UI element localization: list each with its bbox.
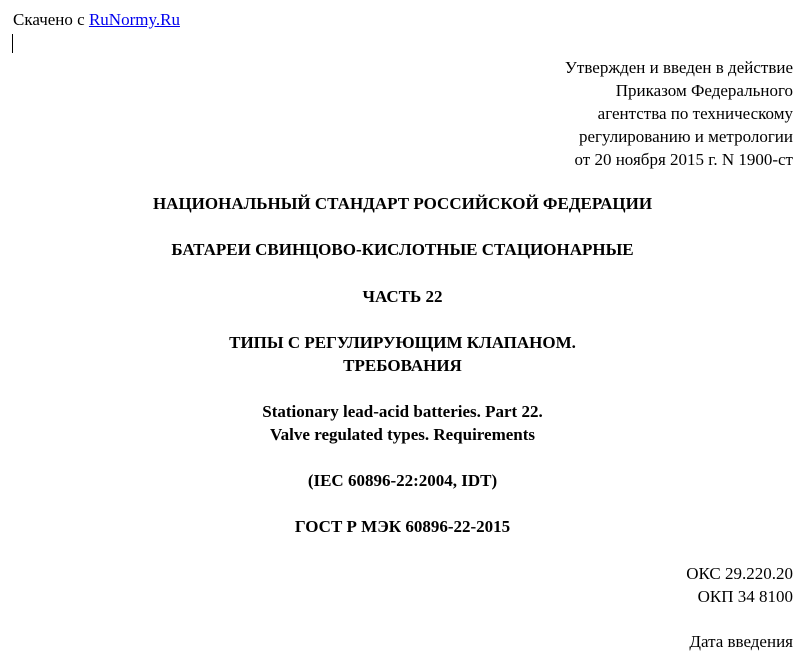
okp-code: ОКП 34 8100 [697, 587, 793, 606]
source-line [13, 9, 180, 31]
approval-line: Утвержден и введен в действие [564, 58, 793, 77]
iec-reference: (IEC 60896-22:2004, IDT) [307, 471, 498, 490]
approval-line: от 20 ноября 2015 г. N 1900-ст [574, 150, 793, 169]
approval-line: агентства по техническому [597, 104, 793, 123]
document-title: БАТАРЕИ СВИНЦОВО-КИСЛОТНЫЕ СТАЦИОНАРНЫЕ [171, 240, 634, 259]
classification-codes [686, 562, 793, 608]
text-cursor [12, 34, 13, 53]
runormy-link[interactable]: RuNormy.Ru [88, 10, 180, 29]
subtitle-line-2: ТРЕБОВАНИЯ [343, 356, 462, 375]
subtitle-line-1: ТИПЫ С РЕГУЛИРУЮЩИМ КЛАПАНОМ. [229, 333, 576, 352]
standard-type-heading: НАЦИОНАЛЬНЫЙ СТАНДАРТ РОССИЙСКОЙ ФЕДЕРАЦИИ [152, 194, 653, 213]
english-title-line-2: Valve regulated types. Requirements [269, 425, 536, 444]
oks-code: ОКС 29.220.20 [686, 564, 793, 583]
part-number: ЧАСТЬ 22 [362, 287, 443, 306]
intro-date-label: Дата введения [689, 632, 793, 651]
approval-line: регулированию и метрологии [578, 127, 793, 146]
approval-line: Приказом Федерального [615, 81, 793, 100]
gost-designation: ГОСТ Р МЭК 60896-22-2015 [294, 517, 511, 536]
source-prefix: Скачено с [13, 10, 89, 29]
english-title-line-1: Stationary lead-acid batteries. Part 22. [262, 402, 543, 421]
approval-block [565, 56, 793, 171]
